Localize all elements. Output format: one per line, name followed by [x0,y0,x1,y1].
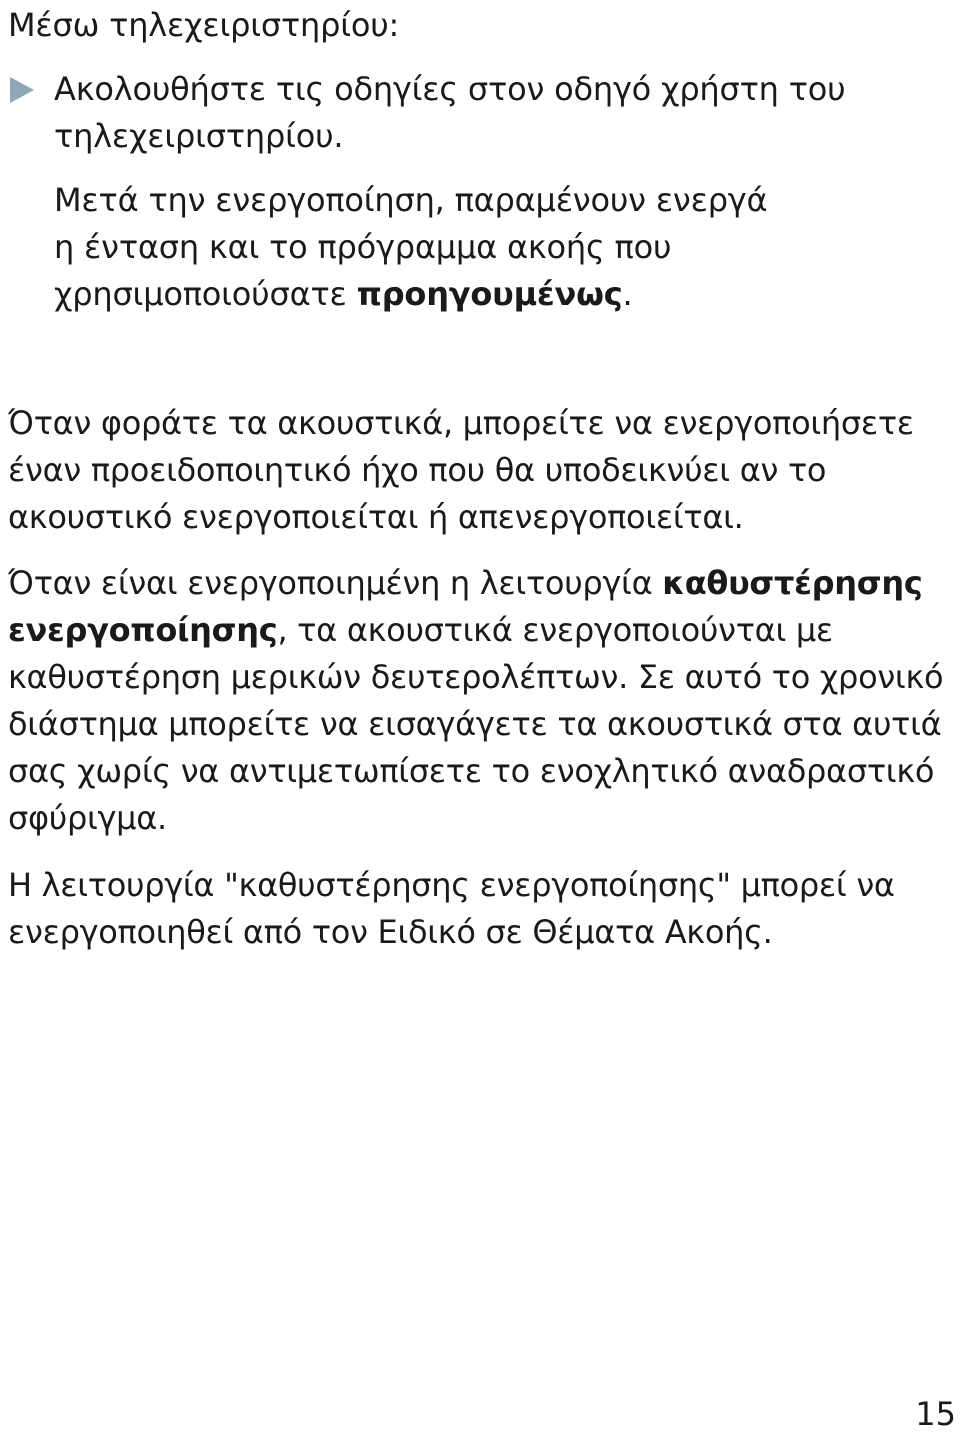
result-line [54,271,934,318]
paragraph-bold-term: καθυστέρησης ενεργοποίησης [8,564,923,649]
paragraph-rest-text: , τα ακουστικά ενεργοποιούνται με καθυστέρηση μερικών δευτερολέπτων. Σε αυτό το χρονικό διάστημα μπορείτε να εισαγάγετε τα ακουστικά στα αυτιά σας χωρίς να αντιμετωπίσετε το ενοχλητικό αναδραστικό σφύριγμα. [8,611,944,837]
section-heading: Μέσω τηλεχειριστηρίου: [8,6,400,44]
instruction-step-text: Ακολουθήστε τις οδηγίες στον οδηγό χρήστη του τηλεχειριστηρίου. [54,70,846,155]
paragraph-line: έναν προειδοποιητικό ήχο που θα υποδεικνύει αν το [8,451,827,489]
result-period: . [622,275,633,313]
paragraph-line: ακουστικό ενεργοποιείται ή απενεργοποιείται. [8,498,744,536]
result-line: Μετά την ενεργοποίηση, παραμένουν ενεργά [54,181,768,219]
paragraph-power-on-delay [8,560,960,842]
result-line: η ένταση και το πρόγραμμα ακοής που [54,228,672,266]
paragraph-line: Όταν φοράτε τα ακουστικά, μπορείτε να ενεργοποιήσετε [8,404,914,442]
paragraph-warning-tone [8,400,960,541]
result-bold-term: προηγουμένως [356,275,623,313]
result-text: χρησιμοποιούσατε [54,275,357,313]
instruction-step [8,66,948,160]
triangle-bullet-icon [10,77,34,103]
paragraph-lead-text: Όταν είναι ενεργοποιημένη η λειτουργία [8,564,663,602]
paragraph-specialist-note: Η λειτουργία "καθυστέρησης ενεργοποίησης" μπορεί να ενεργοποιηθεί από τον Ειδικό σε Θέματα Ακοής. [8,866,895,951]
page-number: 15 [915,1395,956,1433]
instruction-result [54,177,934,318]
